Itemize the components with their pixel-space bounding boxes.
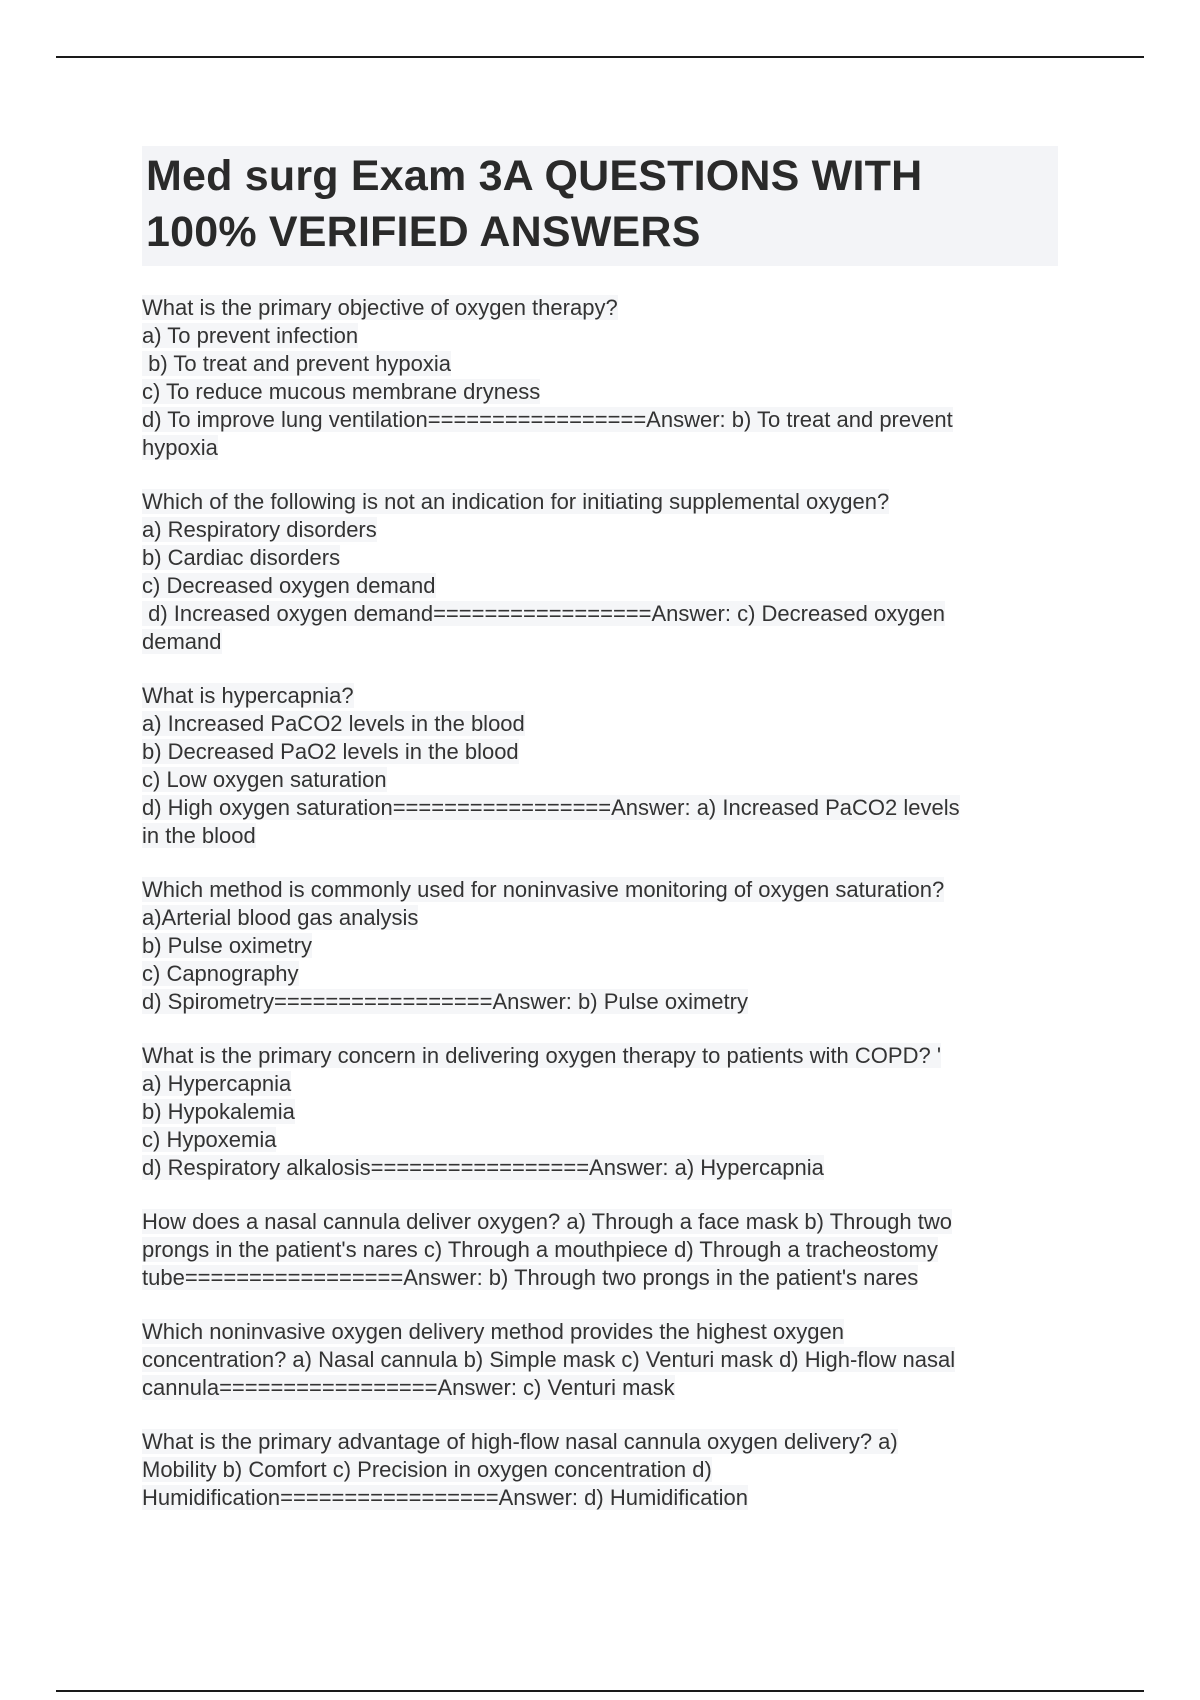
answer-line: Humidification=================Answer: d) Humidification (142, 1485, 748, 1510)
answer-line: hypoxia (142, 435, 218, 460)
option-line: a) Increased PaCO2 levels in the blood (142, 711, 525, 736)
question-line: What is the primary concern in delivering oxygen therapy to patients with COPD? ' (142, 1043, 942, 1068)
answer-line: d) To improve lung ventilation=================Answer: b) To treat and prevent (142, 407, 953, 432)
option-line: c) Decreased oxygen demand (142, 573, 436, 598)
question-line: Mobility b) Comfort c) Precision in oxygen concentration d) (142, 1457, 712, 1482)
question-line: What is hypercapnia? (142, 683, 354, 708)
option-line: c) Capnography (142, 961, 299, 986)
question-line: Which of the following is not an indication for initiating supplemental oxygen? (142, 489, 890, 514)
option-line: b) Decreased PaO2 levels in the blood (142, 739, 519, 764)
title-line-1: Med surg Exam 3A QUESTIONS WITH (146, 152, 923, 200)
document-title (142, 146, 1058, 266)
title-line-2: 100% VERIFIED ANSWERS (146, 208, 701, 256)
question-line: Which method is commonly used for noninvasive monitoring of oxygen saturation? (142, 877, 945, 902)
option-line: a) Hypercapnia (142, 1071, 292, 1096)
question-block-6 (142, 1208, 1058, 1292)
option-line: a)Arterial blood gas analysis (142, 905, 419, 930)
answer-line: demand (142, 629, 222, 654)
document-content (142, 146, 1058, 1538)
question-line: What is the primary advantage of high-flow nasal cannula oxygen delivery? a) (142, 1429, 898, 1454)
answer-line: tube=================Answer: b) Through two prongs in the patient's nares (142, 1265, 919, 1290)
option-line: c) Hypoxemia (142, 1127, 277, 1152)
question-line: What is the primary objective of oxygen therapy? (142, 295, 618, 320)
answer-line: d) Increased oxygen demand=================Answer: c) Decreased oxygen (142, 601, 945, 626)
answer-line: in the blood (142, 823, 256, 848)
option-line: b) Hypokalemia (142, 1099, 295, 1124)
question-block-4 (142, 876, 1058, 1016)
bottom-rule (56, 1690, 1144, 1692)
option-line: a) Respiratory disorders (142, 517, 377, 542)
answer-line: d) Respiratory alkalosis=================Answer: a) Hypercapnia (142, 1155, 824, 1180)
question-line: prongs in the patient's nares c) Through a mouthpiece d) Through a tracheostomy (142, 1237, 938, 1262)
answer-line: d) Spirometry=================Answer: b) Pulse oximetry (142, 989, 748, 1014)
question-block-1 (142, 294, 1058, 462)
option-line: b) Pulse oximetry (142, 933, 312, 958)
answer-line: d) High oxygen saturation=================Answer: a) Increased PaCO2 levels (142, 795, 960, 820)
option-line: c) Low oxygen saturation (142, 767, 387, 792)
question-block-5 (142, 1042, 1058, 1182)
question-block-2 (142, 488, 1058, 656)
question-block-3 (142, 682, 1058, 850)
question-block-7 (142, 1318, 1058, 1402)
option-line: a) To prevent infection (142, 323, 359, 348)
option-line: b) Cardiac disorders (142, 545, 341, 570)
option-line: c) To reduce mucous membrane dryness (142, 379, 541, 404)
question-list (142, 294, 1058, 1512)
option-line: b) To treat and prevent hypoxia (142, 351, 452, 376)
question-line: How does a nasal cannula deliver oxygen? a) Through a face mask b) Through two (142, 1209, 952, 1234)
answer-line: cannula=================Answer: c) Venturi mask (142, 1375, 675, 1400)
question-block-8 (142, 1428, 1058, 1512)
question-line: concentration? a) Nasal cannula b) Simple mask c) Venturi mask d) High-flow nasal (142, 1347, 956, 1372)
question-line: Which noninvasive oxygen delivery method provides the highest oxygen (142, 1319, 844, 1344)
top-rule (56, 56, 1144, 58)
